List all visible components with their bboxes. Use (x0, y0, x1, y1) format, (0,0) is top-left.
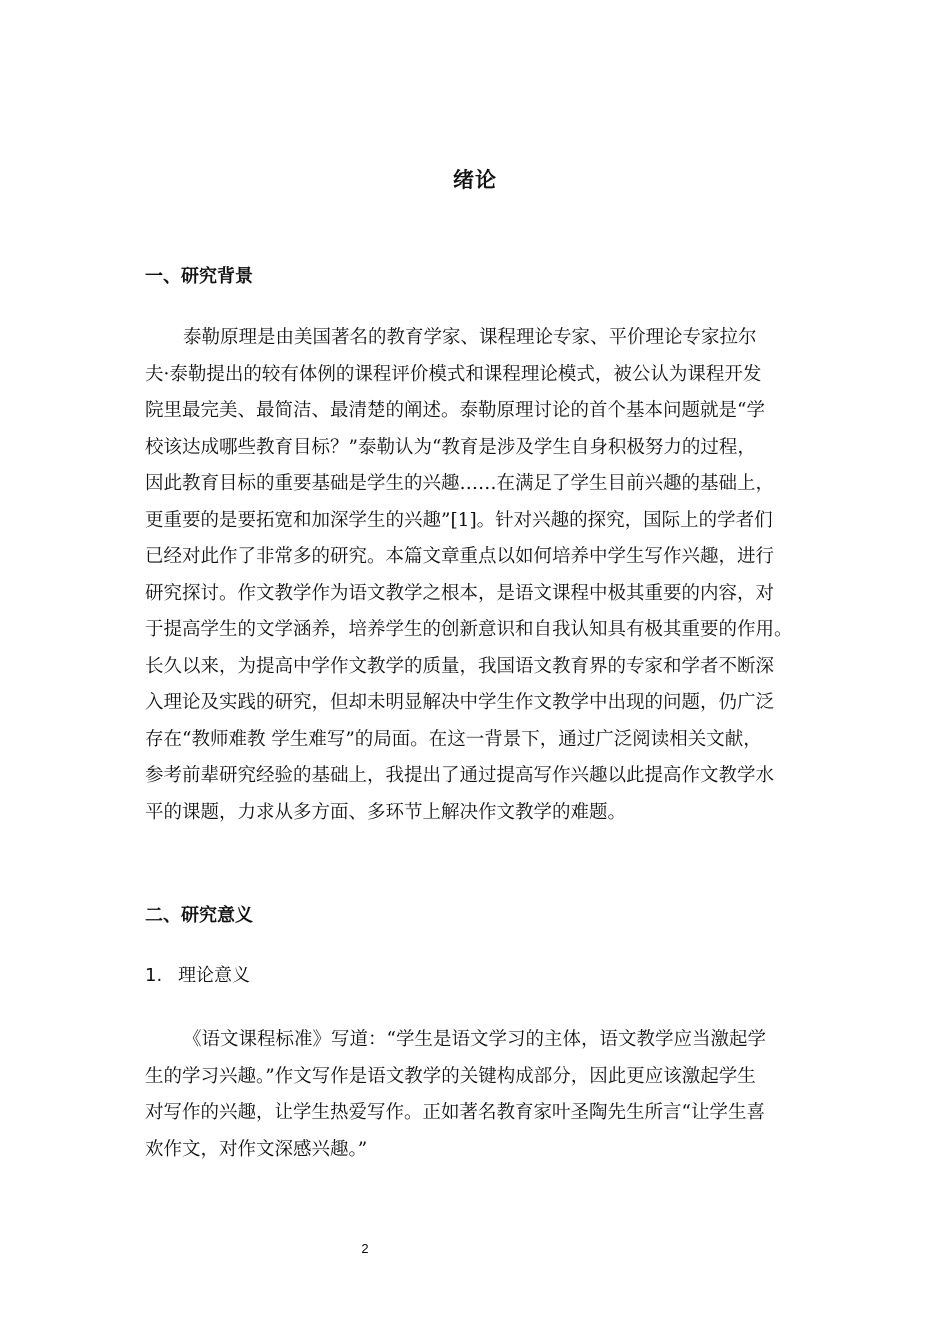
page-title: 绪论 (453, 168, 497, 192)
paragraph-line: 于提高学生的文学涵养，培养学生的创新意识和自我认知具有极其重要的作用。 (145, 619, 793, 640)
paragraph-line: 因此教育目标的重要基础是学生的兴趣……在满足了学生目前兴趣的基础上， (145, 473, 775, 494)
paragraph-line: 存在“教师难教 学生难写”的局面。在这一背景下，通过广泛阅读相关文献， (145, 728, 762, 750)
paragraph-background (145, 320, 813, 831)
paragraph-line: 《语文课程标准》写道：“学生是语文学习的主体，语文教学应当激起学 (183, 1029, 766, 1050)
paragraph-line: 泰勒原理是由美国著名的教育学家、课程理论专家、平价理论专家拉尔 (183, 327, 757, 348)
subheading-number: 1. (145, 965, 163, 986)
paragraph-line: 夫·泰勒提出的较有体例的课程评价模式和课程理论模式，被公认为课程开发 (145, 363, 762, 385)
paragraph-line: 对写作的兴趣，让学生热爱写作。正如著名教育家叶圣陶先生所言“让学生喜 (145, 1102, 765, 1123)
subheading-label: 理论意义 (178, 965, 250, 986)
subheading-theoretical-significance (145, 963, 250, 989)
paragraph-theoretical-significance (145, 1022, 813, 1168)
paragraph-line: 研究探讨。作文教学作为语文教学之根本，是语文课程中极其重要的内容，对 (145, 582, 775, 604)
page-number: 2 (361, 1241, 369, 1256)
paragraph-line: 已经对此作了非常多的研究。本篇文章重点以如何培养中学生写作兴趣，进行 (145, 546, 775, 567)
paragraph-line: 生的学习兴趣。”作文写作是语文教学的关键构成部分，因此更应该激起学生 (145, 1065, 756, 1087)
paragraph-line: 欢作文，对作文深感兴趣。” (145, 1138, 368, 1160)
paragraph-line: 院里最完美、最简洁、最清楚的阐述。泰勒原理讨论的首个基本问题就是“学 (145, 400, 765, 421)
paragraph-line: 更重要的是要拓宽和加深学生的兴趣”[1]。针对兴趣的探究，国际上的学者们 (145, 509, 773, 531)
section-heading-significance: 二、研究意义 (145, 905, 253, 926)
paragraph-line: 长久以来，为提高中学作文教学的质量，我国语文教育界的专家和学者不断深 (145, 655, 775, 677)
paragraph-line: 参考前辈研究经验的基础上，我提出了通过提高写作兴趣以此提高作文教学水 (145, 765, 775, 786)
section-heading-background: 一、研究背景 (145, 266, 253, 287)
paragraph-line: 平的课题，力求从多方面、多环节上解决作文教学的难题。 (145, 801, 627, 823)
paragraph-line: 校该达成哪些教育目标？”泰勒认为“教育是涉及学生自身积极努力的过程， (145, 436, 756, 458)
paragraph-line: 入理论及实践的研究，但却未明显解决中学生作文教学中出现的问题，仍广泛 (145, 692, 775, 713)
